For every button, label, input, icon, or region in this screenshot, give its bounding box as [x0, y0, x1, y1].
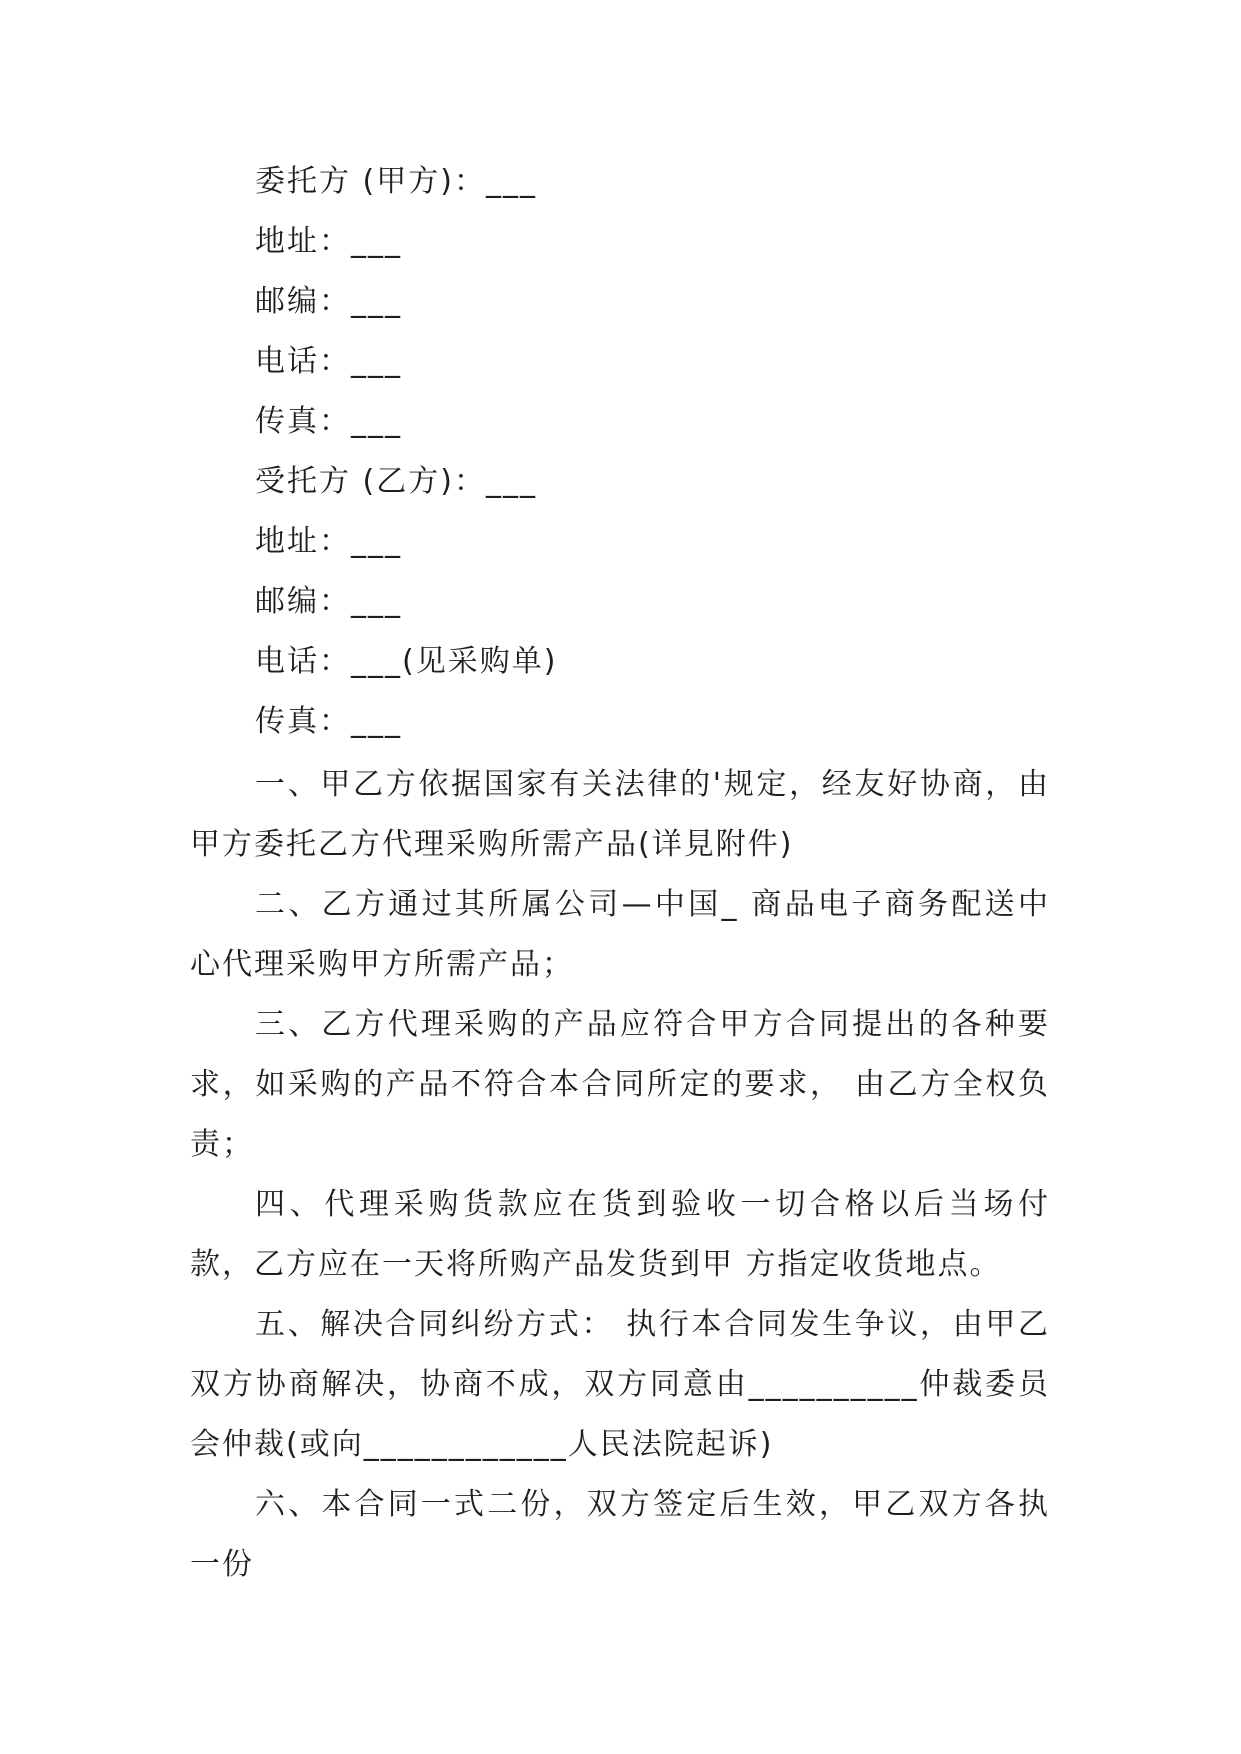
party-a-heading: 委托方 (甲方)：___	[255, 164, 537, 199]
party-a-phone: 电话：___	[255, 344, 402, 379]
party-a-postcode: 邮编：___	[255, 284, 402, 319]
clause-1: 一、甲乙方依据国家有关法律的'规定，经友好协商，由甲方委托乙方代理采购所需产品(详見附件)	[190, 767, 1050, 862]
clause-4: 四、代理采购货款应在货到验收一切合格以后当场付款，乙方应在一天将所购产品发货到甲 方指定收货地点。	[190, 1187, 1050, 1282]
clause-5: 五、解决合同纠纷方式： 执行本合同发生争议，由甲乙双方协商解决，协商不成，双方同意由__________仲裁委员会仲裁(或向____________人民法院起诉)	[190, 1307, 1050, 1462]
party-a-address: 地址：___	[255, 224, 402, 259]
clause-3: 三、乙方代理采购的产品应符合甲方合同提出的各种要求，如采购的产品不符合本合同所定的要求， 由乙方全权负责；	[190, 1007, 1050, 1162]
clause-2: 二、乙方通过其所属公司—中国_ 商品电子商务配送中心代理采购甲方所需产品；	[190, 887, 1050, 982]
party-a-fax: 传真：___	[255, 404, 402, 439]
clause-6: 六、本合同一式二份，双方签定后生效，甲乙双方各执一份	[190, 1487, 1050, 1582]
party-b-phone: 电话：___(见采购单)	[255, 644, 558, 679]
party-b-postcode: 邮编：___	[255, 584, 402, 619]
party-b-heading: 受托方 (乙方)：___	[255, 464, 537, 499]
party-b-address: 地址：___	[255, 524, 402, 559]
party-b-fax: 传真：___	[255, 704, 402, 739]
